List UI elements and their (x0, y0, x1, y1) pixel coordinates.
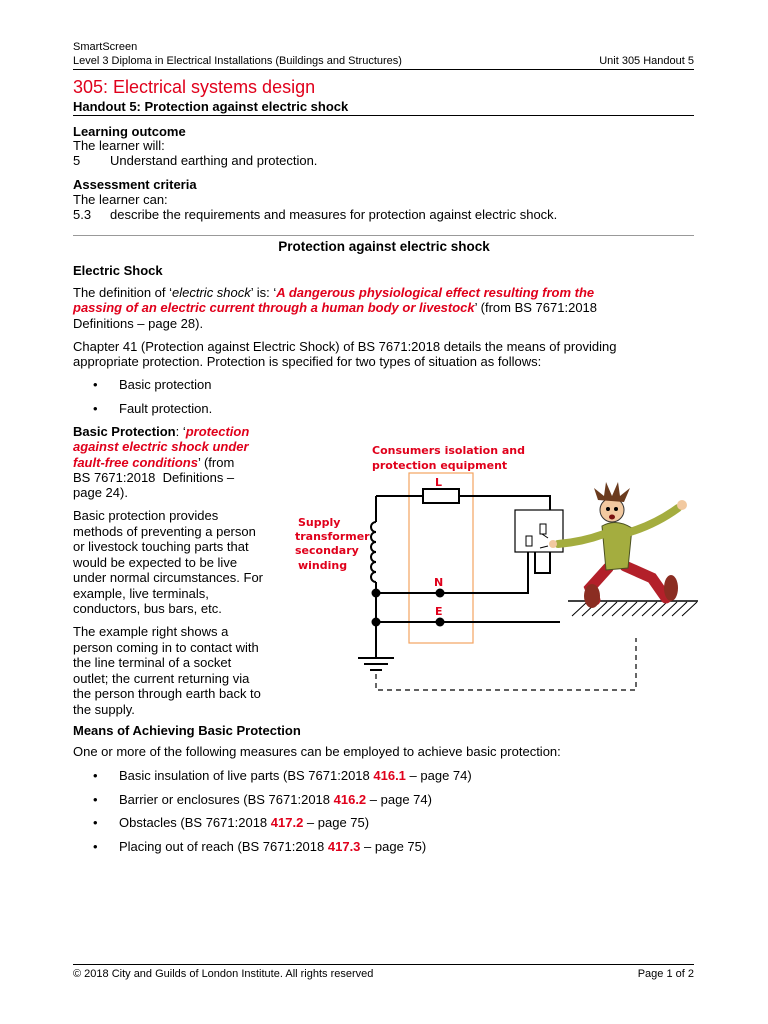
label-N: N (434, 576, 444, 589)
electric-shock-heading: Electric Shock (73, 263, 163, 278)
definition-line2: passing of an electric current through a human body or livestock’ (from BS 7671:2018 (73, 300, 598, 315)
transformer-winding-icon (371, 496, 376, 622)
section-rule (73, 235, 694, 236)
means-item: • Placing out of reach (BS 7671:2018 417.3 – page 75) (93, 839, 427, 854)
learning-outcome-intro: The learner will: (73, 138, 165, 153)
learning-outcome-text: Understand earthing and protection. (110, 153, 318, 168)
learning-outcome-heading: Learning outcome (73, 124, 186, 139)
earth-symbol-icon (358, 622, 394, 670)
section-title: Protection against electric shock (278, 239, 490, 254)
consumer-label-line2: protection equipment (372, 459, 508, 472)
page-title: 305: Electrical systems design (73, 77, 316, 97)
supply-label-line1: Supply (298, 516, 341, 529)
header-brand: SmartScreen (73, 41, 138, 53)
header-unit-ref: Unit 305 Handout 5 (599, 55, 694, 67)
means-item: • Barrier or enclosures (BS 7671:2018 416.2 – page 74) (93, 792, 432, 807)
shocked-person-icon (540, 482, 687, 608)
consumer-label-line1: Consumers isolation and (372, 444, 526, 457)
means-intro: One or more of the following measures can be employed to achieve basic protection: (73, 744, 561, 759)
title-rule (73, 115, 694, 116)
basic-protection-para2: Basic protection provides methods of preventing a person or livestock touching parts that would be expected to be live under normal circumstances. For example, live terminals, conductors, bus bars, etc. (73, 508, 264, 616)
bullet-item: • Basic protection (93, 377, 212, 392)
chapter-line2: appropriate protection. Protection is specified for two types of situation as follows: (73, 354, 542, 369)
label-E: E (435, 605, 443, 618)
supply-label-line3: secondary (295, 544, 359, 557)
means-item: • Basic insulation of live parts (BS 7671:2018 416.1 – page 74) (93, 768, 472, 783)
definition-line3: Definitions – page 28). (73, 316, 204, 331)
fuse-icon (423, 489, 459, 503)
basic-protection-para3: The example right shows a person coming in to contact with the line terminal of a socket outlet; the current returning via the person through earth back to the supply. (73, 624, 261, 717)
earth-return-path (376, 638, 636, 690)
means-heading: Means of Achieving Basic Protection (73, 723, 301, 738)
means-item: • Obstacles (BS 7671:2018 417.2 – page 75) (93, 815, 370, 830)
header-rule (73, 69, 694, 70)
chapter-line1: Chapter 41 (Protection against Electric Shock) of BS 7671:2018 details the means of providing (73, 339, 617, 354)
page-subtitle: Handout 5: Protection against electric shock (73, 99, 349, 114)
footer-rule (73, 964, 694, 965)
shock-diagram (290, 438, 700, 700)
assessment-intro: The learner can: (73, 192, 168, 207)
footer-copyright: © 2018 City and Guilds of London Institute. All rights reserved (73, 968, 374, 980)
footer-page: Page 1 of 2 (637, 968, 694, 980)
assessment-text: describe the requirements and measures for protection against electric shock. (110, 207, 558, 222)
assessment-heading: Assessment criteria (73, 177, 197, 192)
label-L: L (435, 476, 443, 489)
basic-protection-line1: Basic Protection: ‘protection (73, 424, 250, 439)
basic-protection-line2: against electric shock under (73, 439, 249, 454)
basic-protection-line3: fault-free conditions’ (from (73, 455, 235, 470)
definition-line1: The definition of ‘electric shock’ is: ‘A dangerous physiological effect resulting from the (73, 285, 595, 300)
header-course: Level 3 Diploma in Electrical Installations (Buildings and Structures) (73, 55, 402, 67)
assessment-num: 5.3 (73, 207, 92, 222)
learning-outcome-num: 5 (73, 153, 81, 168)
bullet-item: • Fault protection. (93, 401, 213, 416)
basic-protection-line4: BS 7671:2018 Definitions – (73, 470, 235, 485)
supply-label-line2: transformer (295, 530, 370, 543)
supply-label-line4: winding (298, 559, 348, 572)
basic-protection-line5: page 24). (73, 485, 128, 500)
